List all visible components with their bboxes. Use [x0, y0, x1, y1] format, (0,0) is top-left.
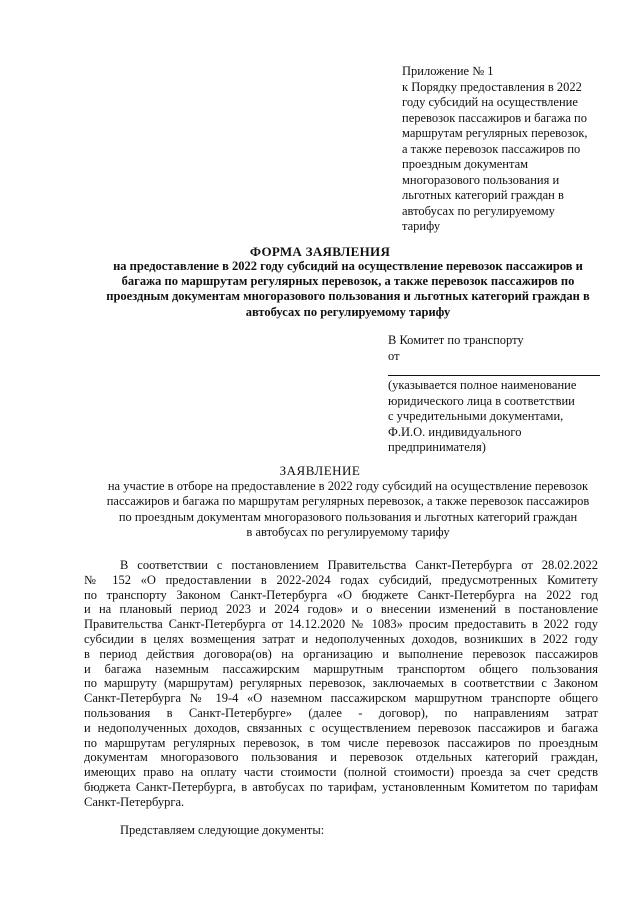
- body-line: по транспорту Законом Санкт-Петербурга «О бюджете Санкт-Петербурга на 2022 год: [84, 587, 598, 602]
- appendix-line: автобусах по регулируемому: [402, 203, 555, 218]
- body-line: по маршрутам регулярных перевозок, в том числе перевозок пассажиров по проездным: [84, 735, 598, 750]
- addressee-from: от: [388, 348, 400, 363]
- appendix-line: льготных категорий граждан в: [402, 188, 564, 202]
- appendix-line: маршрутам регулярных перевозок,: [402, 126, 588, 140]
- appendix-line: к Порядку предоставления в 2022: [402, 79, 582, 94]
- documents-intro: Представляем следующие документы:: [120, 823, 325, 837]
- hint-line: (указывается полное наименование: [388, 378, 577, 392]
- body-line: № 152 «О предоставлении в 2022-2024 годах субсидий, предусмотренных Комитету: [84, 572, 598, 587]
- addressee-block: [388, 333, 608, 364]
- body-line: по маршруту (маршрутам) регулярных перевозок, заключаемых в соответствии с Законом: [84, 676, 598, 691]
- body-line: документам многоразового пользования и перевозок отдельных категорий граждан,: [84, 750, 598, 765]
- appendix-header: [402, 64, 602, 235]
- body-line: и недополученных доходов, связанных с осуществлением перевозок пассажиров и багажа: [84, 720, 598, 735]
- appendix-line: году субсидий на осуществление: [402, 95, 578, 109]
- body-line: Санкт-Петербурга № 19-4 «О наземном пассажирском маршрутном транспорте общего: [84, 691, 598, 706]
- statement-subtitle: [84, 479, 612, 540]
- body-line: и на плановый период 2023 и 2024 годов» и о внесении изменений в постановление: [84, 602, 598, 617]
- form-subtitle-line: автобусах по регулируемому тарифу: [245, 304, 451, 319]
- applicant-name-hint: [388, 378, 608, 456]
- body-line: имеющих право на оплату части стоимости (полной стоимости) проезда за счет средств: [84, 765, 598, 780]
- body-line: бюджета Санкт-Петербурга, в автобусах по тарифам, установленным Комитетом по тарифам: [84, 779, 598, 794]
- body-line: В соответствии с постановлением Правительства Санкт-Петербурга от 28.02.2022: [120, 558, 598, 572]
- form-subtitle-line: на предоставление в 2022 году субсидий на осуществление перевозок пассажиров и: [113, 259, 583, 273]
- statement-subtitle-line: по проездным документам многоразового пользования и льготных категорий граждан: [118, 509, 578, 524]
- appendix-line: Приложение № 1: [402, 64, 494, 78]
- appendix-line: а также перевозок пассажиров по: [402, 141, 581, 156]
- body-line: пользования в Санкт-Петербурге» (далее - договор), по направлениям затрат: [84, 705, 598, 720]
- body-line: и багажа наземным пассажирским маршрутным транспортом общего пользования: [84, 661, 598, 676]
- hint-line: с учредительными документами,: [388, 409, 564, 423]
- form-title: ФОРМА ЗАЯВЛЕНИЯ: [249, 244, 391, 259]
- body-line: Санкт-Петербурга.: [84, 794, 185, 809]
- form-subtitle-line: проездным документам многоразового пользования и льготных категорий граждан в: [106, 289, 590, 304]
- statement-subtitle-line: в автобусах по регулируемому тарифу: [246, 524, 450, 539]
- body-line: Правительства Санкт-Петербурга от 14.12.2020 № 1083» просим предоставить в 2022 году: [84, 617, 598, 632]
- form-subtitle-line: багажа по маршрутам регулярных перевозок, а также перевозок пассажиров по: [121, 274, 575, 289]
- hint-line: Ф.И.О. индивидуального: [388, 424, 522, 439]
- statement-subtitle-line: на участие в отборе на предоставление в 2022 году субсидий на осуществление перевозок: [107, 479, 589, 493]
- statement-title: ЗАЯВЛЕНИЕ: [279, 463, 361, 478]
- applicant-name-blank: [388, 375, 600, 376]
- statement-body: [84, 558, 598, 810]
- hint-line: юридического лица в соответствии: [388, 393, 575, 408]
- statement-subtitle-line: пассажиров и багажа по маршрутам регулярных перевозок, а также перевозок пассажиров: [106, 494, 590, 509]
- appendix-line: многоразового пользования и: [402, 172, 560, 187]
- hint-line: предпринимателя): [388, 440, 486, 454]
- appendix-line: проездным документам: [402, 157, 529, 171]
- body-line: субсидии в целях возмещения затрат и недополученных доходов, возникших в 2022 году: [84, 631, 598, 646]
- appendix-line: тарифу: [402, 219, 441, 233]
- form-subtitle: [84, 259, 612, 320]
- body-line: в период действия договора(ов) на организацию и выполнение перевозок пассажиров: [84, 646, 598, 661]
- addressee-to: В Комитет по транспорту: [388, 333, 524, 347]
- appendix-line: перевозок пассажиров и багажа по: [402, 110, 587, 125]
